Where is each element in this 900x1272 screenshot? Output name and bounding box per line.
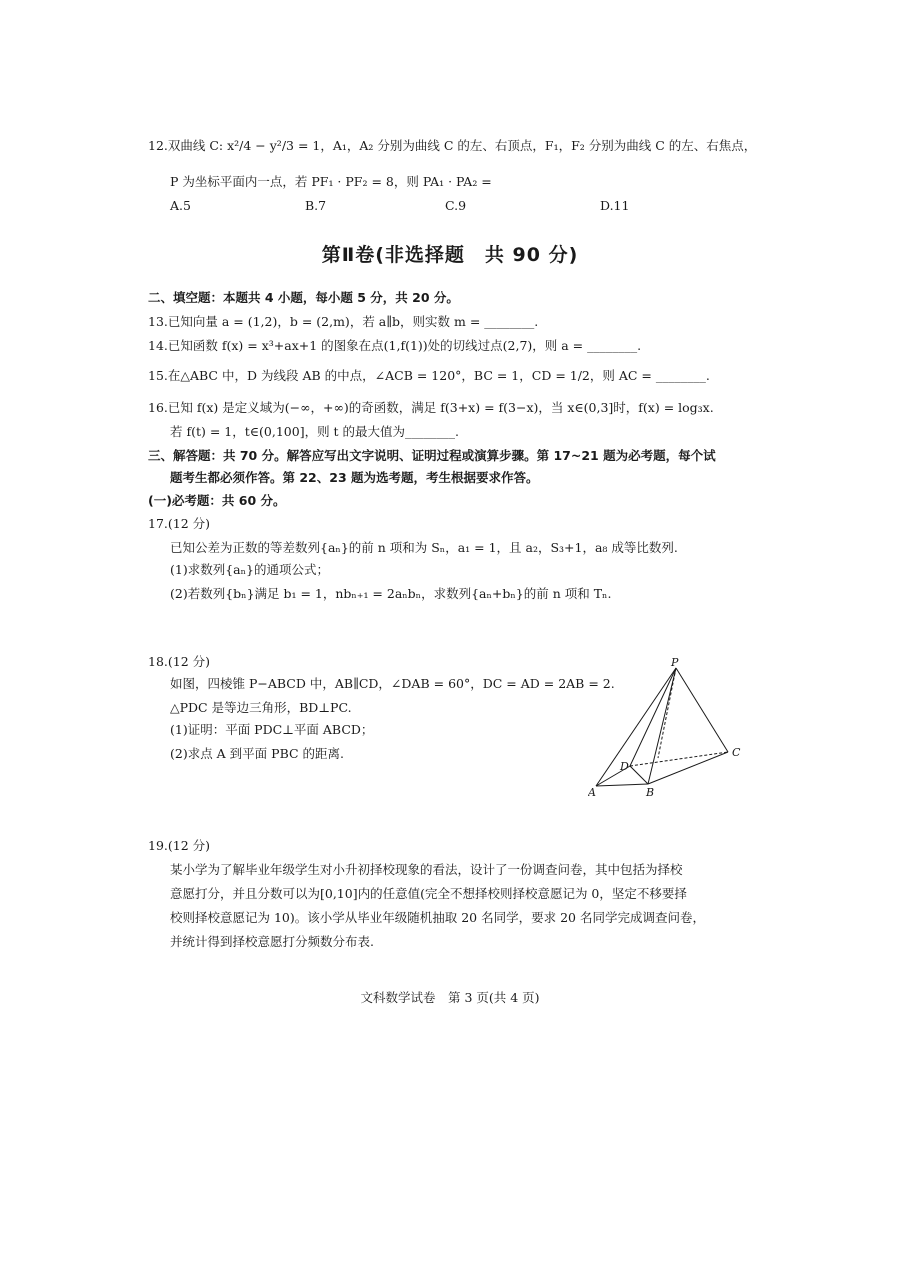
q12-line2: P 为坐标平面内一点，若 PF₁ · PF₂ = 8，则 PA₁ · PA₂ =	[170, 174, 492, 189]
edge-pc	[676, 668, 728, 752]
edge-dc	[630, 752, 728, 766]
q19-title: 19.(12 分)	[148, 838, 211, 853]
q18-part2: (2)求点 A 到平面 PBC 的距离.	[170, 746, 344, 761]
pyramid-figure	[588, 656, 758, 796]
q17-part2: (2)若数列{bₙ}满足 b₁ = 1，nbₙ₊₁ = 2aₙbₙ，求数列{aₙ+bₙ}的前 n 项和 Tₙ.	[170, 586, 612, 601]
page-footer: 文科数学试卷 第 3 页(共 4 页)	[360, 990, 540, 1005]
label-d: D	[620, 760, 629, 773]
q19-line2: 意愿打分，并且分数可以为[0,10]内的任意值(完全不想择校则择校意愿记为 0，坚定不移要择	[170, 886, 687, 901]
q14: 14.已知函数 f(x) = x³+ax+1 的图象在点(1,f(1))处的切线过点(2,7)，则 a = ________.	[148, 338, 642, 353]
q17-title: 17.(12 分)	[148, 516, 211, 531]
q18-title: 18.(12 分)	[148, 654, 211, 669]
q12-choice-a: A.5	[170, 198, 191, 213]
q19-line1: 某小学为了解毕业年级学生对小升初择校现象的看法，设计了一份调查问卷，其中包括为择校	[170, 862, 683, 877]
label-a: A	[588, 786, 596, 796]
q18-part1: (1)证明：平面 PDC⊥平面 ABCD；	[170, 722, 374, 737]
edge-ab	[596, 784, 648, 786]
q16-line1: 16.已知 f(x) 是定义域为(−∞，+∞)的奇函数，满足 f(3+x) = f(3−x)，当 x∈(0,3]时，f(x) = log₃x.	[148, 400, 714, 415]
q12-line1: 12.双曲线 C: x²/4 − y²/3 = 1，A₁，A₂ 分别为曲线 C 的左、右顶点，F₁，F₂ 分别为曲线 C 的左、右焦点，	[148, 138, 757, 153]
q18-cond: △PDC 是等边三角形，BD⊥PC.	[170, 700, 352, 715]
label-c: C	[732, 746, 741, 759]
edge-pb	[648, 668, 676, 784]
section-title: 第Ⅱ卷(非选择题 共 90 分)	[321, 244, 579, 266]
label-p: P	[671, 656, 679, 669]
solve-header-line1: 三、解答题：共 70 分。解答应写出文字说明、证明过程或演算步骤。第 17~21 题为必考题，每个试	[148, 448, 716, 463]
q13: 13.已知向量 a = (1,2)，b = (2,m)，若 a∥b，则实数 m = ________.	[148, 314, 539, 329]
q18-stem: 如图，四棱锥 P−ABCD 中，AB∥CD，∠DAB = 60°，DC = AD = 2AB = 2.	[170, 676, 615, 691]
q19-line3: 校则择校意愿记为 10)。该小学从毕业年级随机抽取 20 名同学，要求 20 名同学完成调查问卷，	[170, 910, 705, 925]
fill-header: 二、填空题：本题共 4 小题，每小题 5 分，共 20 分。	[148, 290, 459, 305]
q12-choice-d: D.11	[600, 198, 630, 213]
q16-line2: 若 f(t) = 1，t∈(0,100]，则 t 的最大值为________.	[170, 424, 460, 439]
q12-choice-b: B.7	[305, 198, 327, 213]
q19-line4: 并统计得到择校意愿打分频数分布表.	[170, 934, 374, 949]
solve-header-line2: 题考生都必须作答。第 22、23 题为选考题，考生根据要求作答。	[170, 470, 539, 485]
q15: 15.在△ABC 中，D 为线段 AB 的中点，∠ACB = 120°，BC = 1，CD = 1/2，则 AC = ________.	[148, 368, 710, 383]
q17-part1: (1)求数列{aₙ}的通项公式；	[170, 562, 329, 577]
label-b: B	[646, 786, 655, 796]
q17-stem: 已知公差为正数的等差数列{aₙ}的前 n 项和为 Sₙ，a₁ = 1，且 a₂，S₃+1，a₈ 成等比数列.	[170, 540, 678, 555]
q12-choice-c: C.9	[445, 198, 467, 213]
required-header: (一)必考题：共 60 分。	[148, 493, 286, 508]
edge-bc	[648, 752, 728, 784]
edge-pd	[630, 668, 676, 766]
edge-bd	[630, 766, 648, 784]
q12-choices	[170, 198, 670, 214]
